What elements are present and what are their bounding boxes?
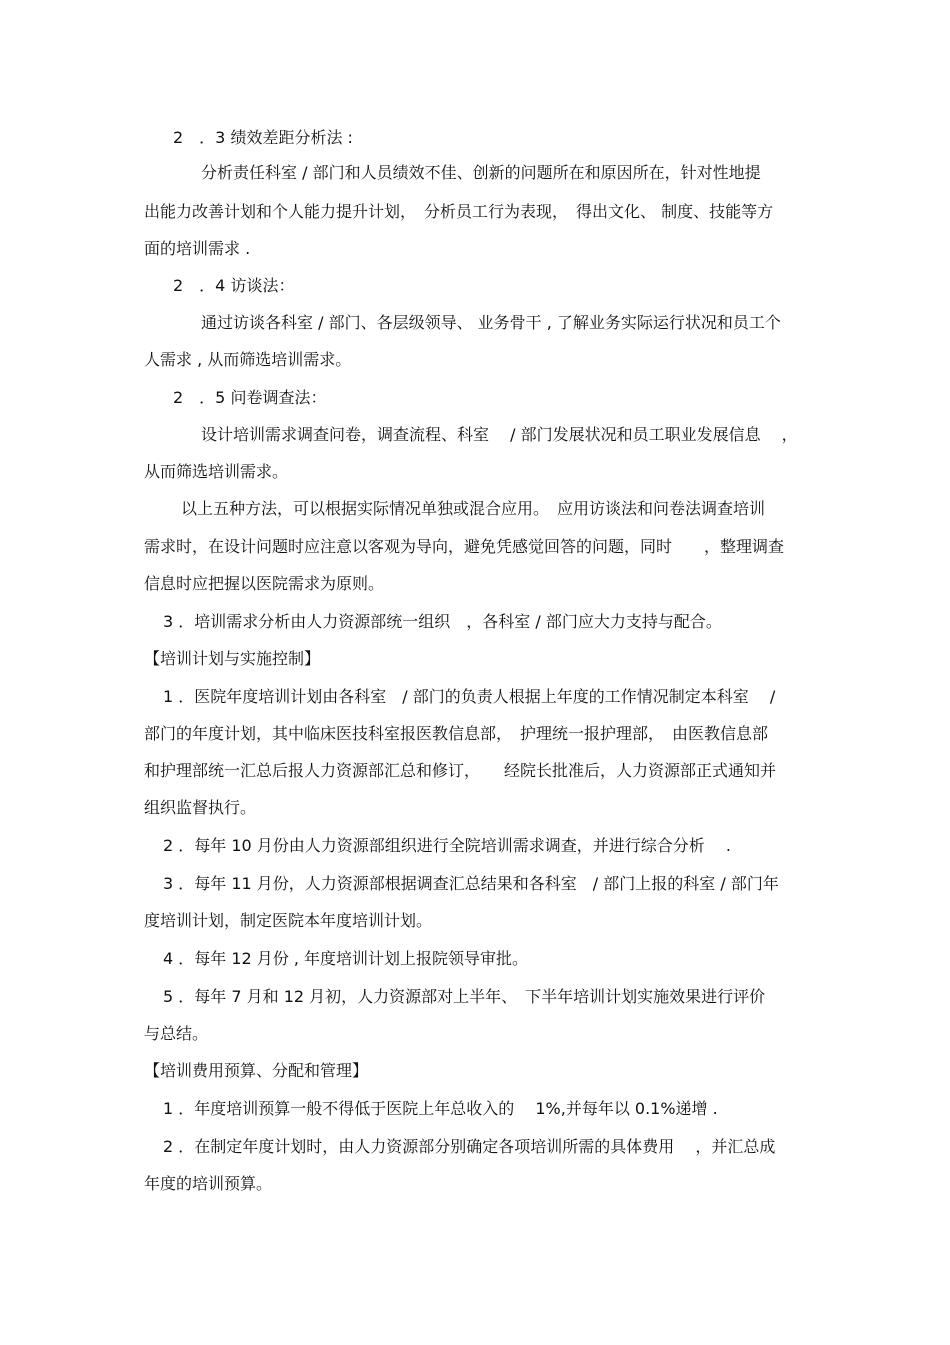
list-item: 1 ．年度培训预算一般不得低于医院上年总收入的 1%,并每年以 0.1%递增 .	[163, 1099, 718, 1118]
paragraph-line: 设计培训需求调查问卷，调查流程、科室 / 部门发展状况和员工职业发展信息 ，	[201, 425, 798, 444]
list-item: 4 ．每年 12 月份 , 年度培训计划上报院领导审批。	[163, 949, 529, 968]
paragraph-line: 度培训计划，制定医院本年度培训计划。	[144, 911, 433, 930]
paragraph-line: 从而筛选培训需求。	[144, 462, 289, 481]
paragraph-line: 组织监督执行。	[144, 798, 257, 817]
list-item: 3 ．每年 11 月份，人力资源部根据调查汇总结果和各科室 / 部门上报的科室 / 部门年	[163, 874, 779, 893]
list-item: 5 ．每年 7 月和 12 月初，人力资源部对上半年、 下半年培训计划实施效果进行评价	[163, 987, 766, 1006]
heading-2-5: 2 ．5 问卷调查法：	[173, 388, 327, 407]
paragraph-line: 以上五种方法，可以根据实际情况单独或混合应用。 应用访谈法和问卷法调查培训	[181, 499, 766, 518]
list-item: 1 ．医院年度培训计划由各科室 / 部门的负责人根据上年度的工作情况制定本科室 /	[163, 687, 776, 706]
paragraph-line: 通过访谈各科室 / 部门、各层级领导、 业务骨干 , 了解业务实际运行状况和员工个	[201, 313, 781, 332]
paragraph-line: 面的培训需求 .	[144, 239, 251, 258]
heading-2-4: 2 ．4 访谈法：	[173, 276, 295, 295]
paragraph-line: 分析责任科室 / 部门和人员绩效不佳、创新的问题所在和原因所在，针对性地提	[201, 163, 761, 182]
paragraph-line: 与总结。	[144, 1024, 209, 1043]
list-item: 2 ．在制定年度计划时，由人力资源部分别确定各项培训所需的具体费用 ，并汇总成	[163, 1137, 776, 1156]
section-heading-training-plan: 【培训计划与实施控制】	[144, 649, 321, 668]
paragraph-line: 出能力改善计划和个人能力提升计划， 分析员工行为表现， 得出文化、 制度、技能等方	[144, 202, 774, 221]
section-heading-training-budget: 【培训费用预算、分配和管理】	[144, 1061, 369, 1080]
paragraph-line: 信息时应把握以医院需求为原则。	[144, 574, 385, 593]
paragraph-line: 年度的培训预算。	[144, 1174, 273, 1193]
heading-2-3: 2 ．3 绩效差距分析法 :	[173, 128, 353, 147]
list-item: 2 ．每年 10 月份由人力资源部组织进行全院培训需求调查，并进行综合分析 .	[163, 836, 731, 855]
paragraph-line: 人需求 , 从而筛选培训需求。	[144, 350, 352, 369]
list-item: 3 ．培训需求分析由人力资源部统一组织 ，各科室 / 部门应大力支持与配合。	[163, 612, 722, 631]
paragraph-line: 和护理部统一汇总后报人力资源部汇总和修订， 经院长批准后，人力资源部正式通知并	[144, 761, 777, 780]
paragraph-line: 部门的年度计划，其中临床医技科室报医教信息部， 护理统一报护理部， 由医教信息部	[144, 724, 769, 743]
paragraph-line: 需求时，在设计问题时应注意以客观为导向，避免凭感觉回答的问题，同时 ，整理调查	[144, 537, 785, 556]
